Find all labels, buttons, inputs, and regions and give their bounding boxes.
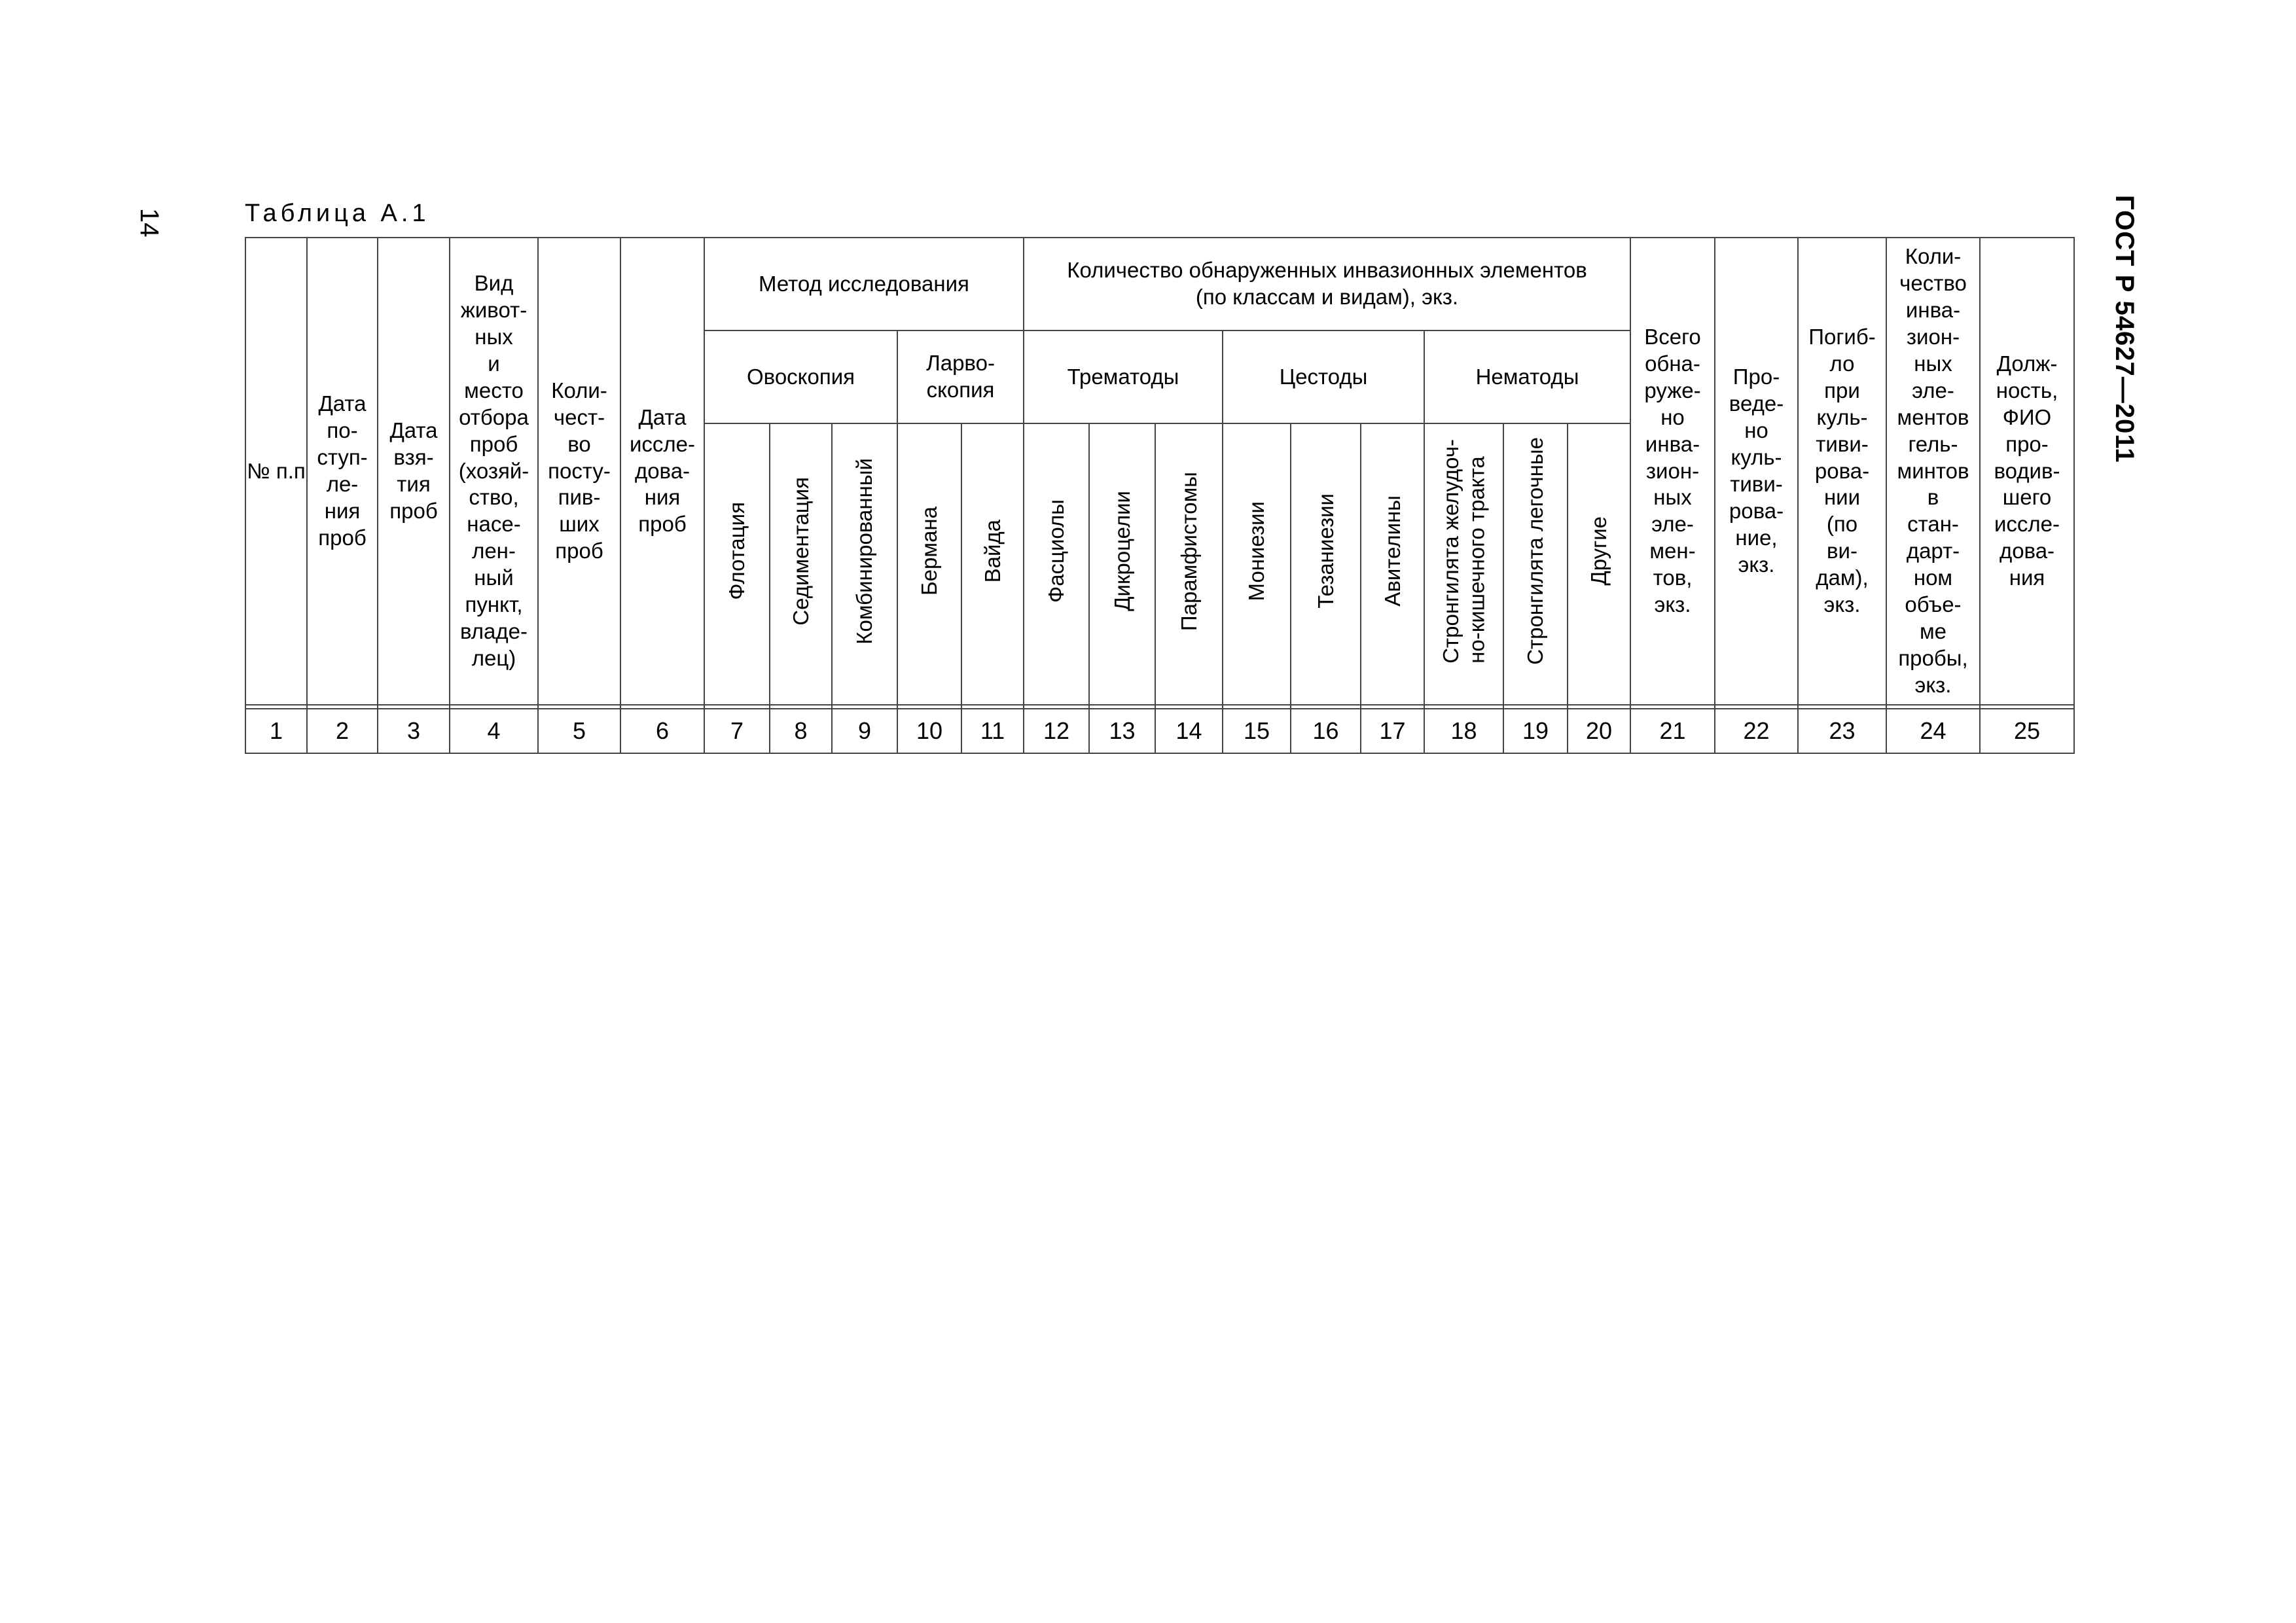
column-number: 25: [1980, 709, 2074, 753]
header-examiner: Долж- ность, ФИО про- водив- шего иссле- дова- ния: [1980, 238, 2074, 705]
header-number: № п.п: [245, 238, 307, 705]
column-number: 5: [538, 709, 620, 753]
header-dicrocoelium: Дикроцелии: [1089, 423, 1155, 705]
table-caption: Таблица А.1: [245, 200, 430, 227]
column-number: 19: [1503, 709, 1568, 753]
header-moniezia: Мониезии: [1223, 423, 1291, 705]
column-number: 1: [245, 709, 307, 753]
header-larvoscopy: Ларво-скопия: [897, 330, 1024, 423]
header-strongylata-pulmonary: Стронгилята легочные: [1503, 423, 1568, 705]
column-number: 15: [1223, 709, 1291, 753]
column-number: 10: [897, 709, 961, 753]
column-number: 2: [307, 709, 378, 753]
header-samples-received: Коли- чест- во посту- пив- ших проб: [538, 238, 620, 705]
column-number: 11: [961, 709, 1024, 753]
header-total-found: Всего обна- руже- но инва- зион- ных эле- мен- тов, экз.: [1630, 238, 1715, 705]
header-trematodes: Трематоды: [1024, 330, 1223, 423]
column-number: 24: [1886, 709, 1980, 753]
document-code: ГОСТ Р 54627—2011: [2110, 195, 2139, 463]
column-number: 17: [1361, 709, 1424, 753]
column-number: 16: [1291, 709, 1361, 753]
header-nematodes: Нематоды: [1424, 330, 1630, 423]
header-combined: Комбинированный: [832, 423, 897, 705]
column-number: 14: [1155, 709, 1223, 753]
header-berman: Бермана: [897, 423, 961, 705]
header-other: Другие: [1568, 423, 1630, 705]
header-flotation: Флотация: [704, 423, 770, 705]
column-number: 21: [1630, 709, 1715, 753]
header-paramphistomum: Парамфистомы: [1155, 423, 1223, 705]
header-animal-species-location: Вид живот- ных и место отбора проб (хозяй- ство, насе- лен- ный пункт, владе- лец): [450, 238, 538, 705]
column-number: 20: [1568, 709, 1630, 753]
column-number: 13: [1089, 709, 1155, 753]
column-number: 4: [450, 709, 538, 753]
column-number: 22: [1715, 709, 1798, 753]
header-vaida: Вайда: [961, 423, 1024, 705]
column-number: 23: [1798, 709, 1886, 753]
header-died-during-cultivation: Погиб- ло при куль- тиви- рова- нии (по ви- дам), экз.: [1798, 238, 1886, 705]
column-number: 18: [1424, 709, 1503, 753]
header-sampling-date: Дата взя- тия проб: [378, 238, 450, 705]
header-strongylata-gi: Стронгилята желудоч- но-кишечного тракта: [1424, 423, 1503, 705]
header-standard-volume-count: Коли- чество инва- зион- ных эле- ментов гель- минтов в стан- дарт- ном объе- ме пробы, экз.: [1886, 238, 1980, 705]
header-fasciola: Фасциолы: [1024, 423, 1089, 705]
header-elements-group: Количество обнаруженных инвазионных элементов (по классам и видам), экз.: [1024, 238, 1630, 330]
column-number: 12: [1024, 709, 1089, 753]
header-ovoscopy: Овоскопия: [704, 330, 897, 423]
header-examination-date: Дата иссле- дова- ния проб: [620, 238, 704, 705]
column-number-row: [245, 709, 2074, 753]
header-avitellina: Авителины: [1361, 423, 1424, 705]
header-receipt-date: Дата по- ступ- ле- ния проб: [307, 238, 378, 705]
column-number: 6: [620, 709, 704, 753]
header-method-group: Метод исследования: [704, 238, 1024, 330]
header-sedimentation: Седиментация: [770, 423, 832, 705]
column-number: 7: [704, 709, 770, 753]
column-number: 3: [378, 709, 450, 753]
header-cultivated: Про- веде- но куль- тиви- рова- ние, экз.: [1715, 238, 1798, 705]
column-number: 8: [770, 709, 832, 753]
data-table: [245, 237, 2075, 754]
column-number: 9: [832, 709, 897, 753]
header-cestodes: Цестоды: [1223, 330, 1424, 423]
page-number: 14: [135, 208, 164, 238]
header-thysaniezia: Тезаниезии: [1291, 423, 1361, 705]
